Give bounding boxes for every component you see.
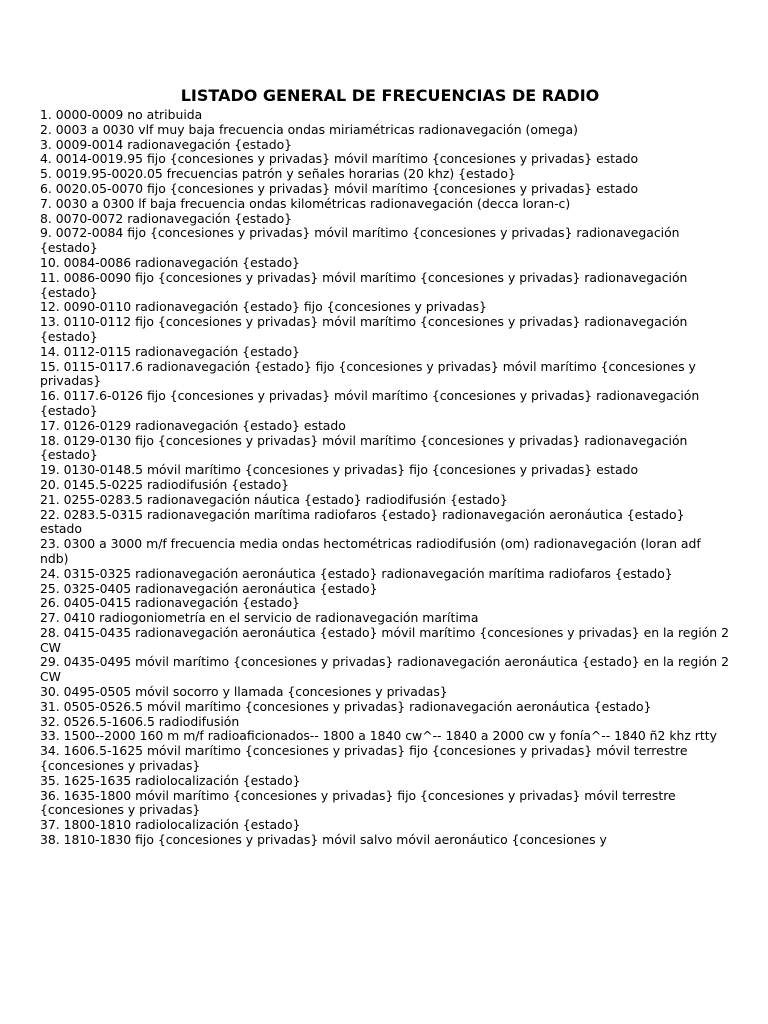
list-item: 17. 0126-0129 radionavegación {estado} estado (40, 417, 346, 433)
list-item: 11. 0086-0090 fijo {concesiones y privadas} móvil marítimo {concesiones y privadas} radionavegación {estado} (40, 269, 688, 300)
list-item: 8. 0070-0072 radionavegación {estado} (40, 210, 293, 226)
list-item: 4. 0014-0019.95 fijo {concesiones y privadas} móvil marítimo {concesiones y privadas} estado (40, 151, 639, 167)
list-item: 9. 0072-0084 fijo {concesiones y privadas} móvil marítimo {concesiones y privadas} radionavegación {estado} (40, 225, 680, 256)
list-item: 27. 0410 radiogoniometría en el servicio de radionavegación marítima (40, 610, 479, 626)
list-item: 24. 0315-0325 radionavegación aeronáutica {estado} radionavegación marítima radiofaros {estado} (40, 565, 673, 581)
list-item: 21. 0255-0283.5 radionavegación náutica {estado} radiodifusión {estado} (40, 491, 508, 507)
list-item: 30. 0495-0505 móvil socorro y llamada {concesiones y privadas} (40, 684, 448, 700)
list-item: 35. 1625-1635 radiolocalización {estado} (40, 772, 301, 788)
list-item: 19. 0130-0148.5 móvil marítimo {concesiones y privadas} fijo {concesiones y privadas} estado (40, 462, 639, 478)
list-item: 34. 1606.5-1625 móvil marítimo {concesiones y privadas} fijo {concesiones y privadas} móvil terrestre {concesiones y privadas} (40, 743, 688, 774)
list-item: 13. 0110-0112 fijo {concesiones y privadas} móvil marítimo {concesiones y privadas} radionavegación {estado} (40, 314, 688, 344)
list-item: 29. 0435-0495 móvil marítimo {concesiones y privadas} radionavegación aeronáutica {estado} en la región 2 CW (40, 654, 729, 685)
list-item: 2. 0003 a 0030 vlf muy baja frecuencia ondas miriamétricas radionavegación (omega) (40, 121, 578, 137)
list-item: 5. 0019.95-0020.05 frecuencias patrón y señales horarias (20 khz) {estado} (40, 166, 516, 182)
list-item: 31. 0505-0526.5 móvil marítimo {concesiones y privadas} radionavegación aeronáutica {estado} (40, 698, 652, 714)
list-item: 7. 0030 a 0300 lf baja frecuencia ondas kilométricas radionavegación (decca loran-c) (40, 195, 571, 211)
list-item: 37. 1800-1810 radiolocalización {estado} (40, 817, 301, 833)
list-item: 23. 0300 a 3000 m/f frecuencia media ondas hectométricas radiodifusión (om) radionavegación (loran adf ndb) (40, 536, 701, 566)
list-item: 36. 1635-1800 móvil marítimo {concesiones y privadas} fijo {concesiones y privadas} móvil terrestre {concesiones y privadas} (40, 787, 676, 818)
frequency-list (40, 108, 730, 848)
list-item: 3. 0009-0014 radionavegación {estado} (40, 136, 293, 152)
list-item: 20. 0145.5-0225 radiodifusión {estado} (40, 476, 290, 492)
list-item: 10. 0084-0086 radionavegación {estado} (40, 254, 300, 270)
list-item: 33. 1500--2000 160 m m/f radioaficionados-- 1800 a 1840 cw^-- 1840 a 2000 cw y fonía^-- 1840 ñ2 khz rtty (40, 728, 717, 744)
list-item: 18. 0129-0130 fijo {concesiones y privadas} móvil marítimo {concesiones y privadas} radionavegación {estado} (40, 432, 688, 463)
list-item: 14. 0112-0115 radionavegación {estado} (40, 343, 300, 359)
document-page (40, 86, 730, 848)
list-item: 32. 0526.5-1606.5 radiodifusión (40, 713, 240, 729)
list-item: 38. 1810-1830 fijo {concesiones y privadas} móvil salvo móvil aeronáutico {concesiones y (40, 832, 607, 848)
list-item: 16. 0117.6-0126 fijo {concesiones y privadas} móvil marítimo {concesiones y privadas} radionavegación {estado} (40, 388, 700, 418)
list-item: 6. 0020.05-0070 fijo {concesiones y privadas} móvil marítimo {concesiones y privadas} estado (40, 180, 639, 196)
list-item: 15. 0115-0117.6 radionavegación {estado} fijo {concesiones y privadas} móvil marítimo {concesiones y privadas} (40, 358, 696, 389)
list-item: 22. 0283.5-0315 radionavegación marítima radiofaros {estado} radionavegación aeronáutica {estado} estado (40, 506, 685, 537)
list-item: 12. 0090-0110 radionavegación {estado} fijo {concesiones y privadas} (40, 299, 487, 315)
list-item: 26. 0405-0415 radionavegación {estado} (40, 595, 300, 611)
list-item: 25. 0325-0405 radionavegación aeronáutica {estado} (40, 580, 378, 596)
list-item: 28. 0415-0435 radionavegación aeronáutica {estado} móvil marítimo {concesiones y privadas} en la región 2 CW (40, 624, 729, 655)
document-title: LISTADO GENERAL DE FRECUENCIAS DE RADIO (180, 86, 600, 105)
list-item: 1. 0000-0009 no atribuida (40, 107, 203, 122)
